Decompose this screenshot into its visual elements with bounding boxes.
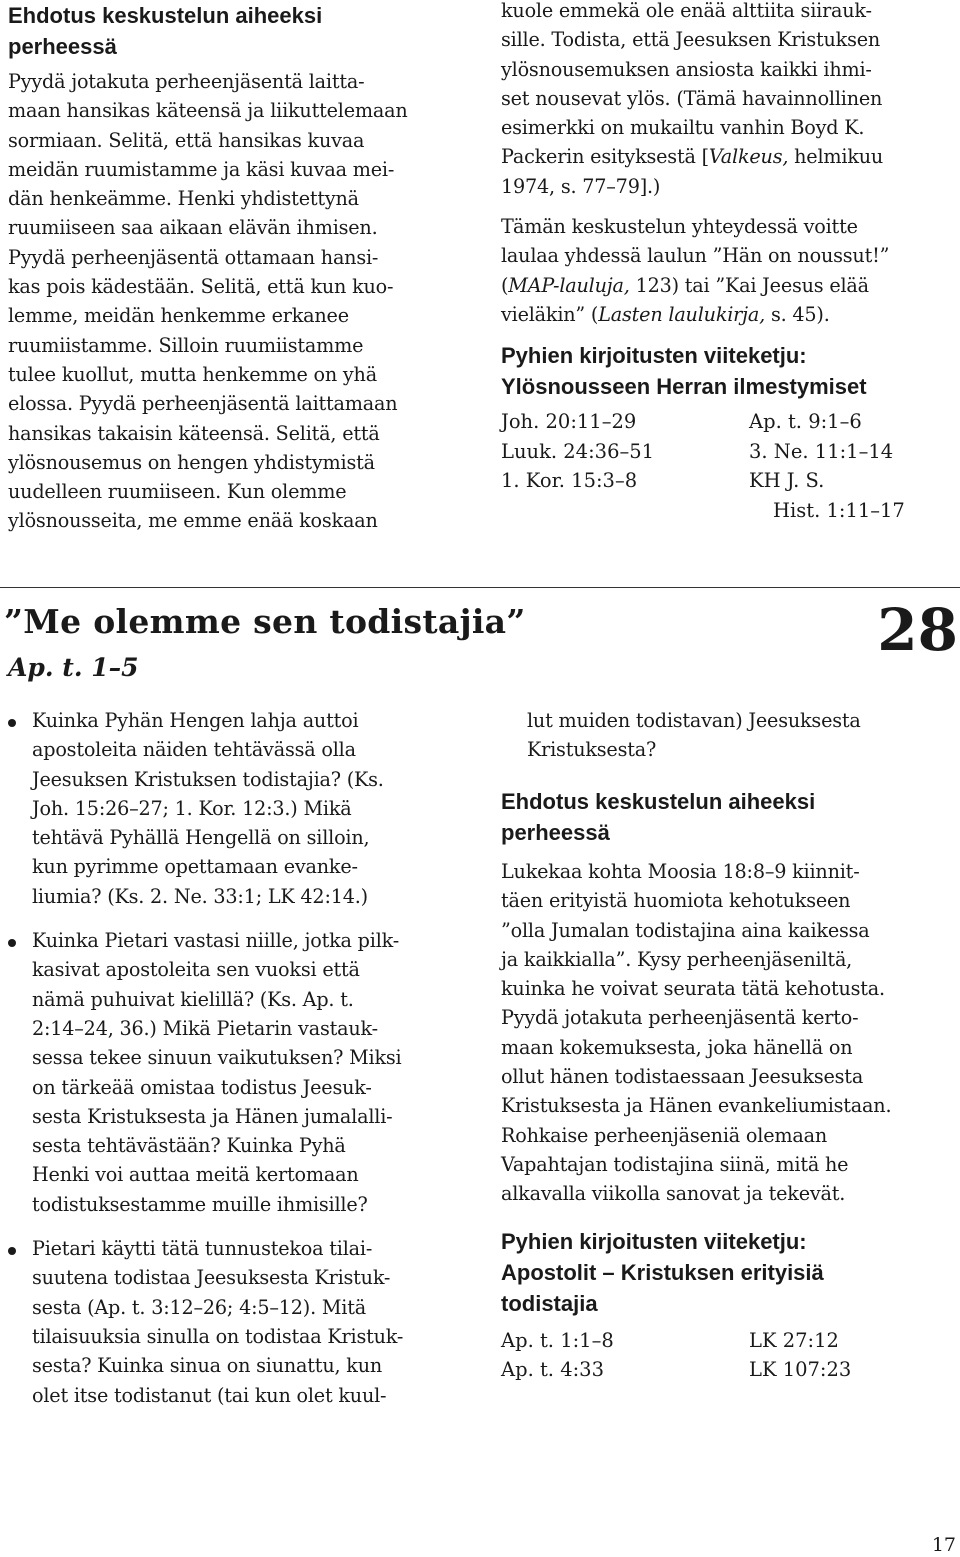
discussion-questions (2, 706, 472, 1410)
lower-right-column (527, 706, 957, 765)
family-discussion-heading: Ehdotus keskustelun aiheeksi perheessä (8, 3, 323, 59)
continued-question: lut muiden todistavan) Jeesuksesta Kristuksesta? (527, 709, 861, 762)
lower-right-family-section (501, 786, 956, 1385)
scripture-chain-list (501, 1326, 956, 1385)
section-divider (0, 587, 960, 588)
family-discussion-text: Pyydä jotakuta perheenjäsentä laitta- maan hansikas käteensä ja liikuttelemaan sormiaan. Selitä, että hansikas kuvaa meidän ruumistamme ja käsi kuvaa mei- dän henkeämme. Henki yhdistettynä ruumiiseen saa aikaan elävän ihmisen. Pyydä perheenjäsentä ottamaan hansi- kas pois kädestään. Selitä, että kun kuo- lemme, meidän henkemme erkanee ruumiistamme. Silloin ruumiistamme tulee kuollut, mutta henkemme on yhä elossa. Pyydä perheenjäsentä laittamaan hansikas takaisin käteensä. Selitä, että ylösnousemus on hengen yhdistymistä uudelleen ruumiiseen. Kun olemme ylösnousseita, me emme enää koskaan (8, 70, 408, 533)
scripture-ref-row: 1. Kor. 15:3–8 KH J. S. (501, 469, 825, 493)
question-bullet: Pietari käytti tätä tunnustekoa tilai- suutena todistaa Jeesuksesta Kristuk- sesta (Ap. t. 3:12–26; 4:5–12). Mitä tilaisuuksia sinulla on todistaa Kristuk- sesta? Kuinka sinua on siunattu, kun olet itse todistanut (tai kun olet kuul- (2, 1234, 472, 1410)
bullet-icon (8, 939, 16, 947)
scripture-chain-heading: Pyhien kirjoitusten viiteketju: Ylösnousseen Herran ilmestymiset (501, 343, 867, 400)
upper-right-column (501, 0, 956, 525)
scripture-ref-row: Ap. t. 1:1–8 LK 27:12 (501, 1328, 839, 1352)
page-number: 17 (931, 1534, 956, 1556)
lesson-title: ”Me olemme sen todistajia” (4, 602, 526, 641)
upper-left-column (8, 0, 478, 536)
song-suggestion: Tämän keskustelun yhteydessä voitte laulaa yhdessä laulun ”Hän on noussut!” (MAP-lauluja, 123) tai ”Kai Jeesus elää vieläkin” (Lasten laulukirja, s. 45). (501, 215, 890, 326)
question-bullet: Kuinka Pyhän Hengen lahja auttoi apostoleita näiden tehtävässä olla Jeesuksen Kristuksen todistajia? (Ks. Joh. 15:26–27; 1. Kor. 12:3.) Mikä tehtävä Pyhällä Hengellä on silloin, kun pyrimme opettamaan evanke- liumia? (Ks. 2. Ne. 33:1; LK 42:14.) (2, 706, 472, 911)
scripture-ref-row: Ap. t. 4:33 LK 107:23 (501, 1358, 852, 1382)
scripture-ref-row: Joh. 20:11–29 Ap. t. 9:1–6 (501, 410, 862, 434)
lesson-number: 28 (877, 596, 958, 664)
scripture-ref-row: Hist. 1:11–17 (773, 498, 905, 522)
scripture-ref-row: Luuk. 24:36–51 3. Ne. 11:1–14 (501, 439, 894, 463)
bullet-icon (8, 719, 16, 727)
continued-text: kuole emmekä ole enää alttiita siirauk- sille. Todista, että Jeesuksen Kristuksen ylösnousemuksen ansiosta kaikki ihmi- set nousevat ylös. (Tämä havainnollinen esimerkki on mukailtu vanhin Boyd K. Packerin esityksestä [Valkeus, helmikuu 1974, s. 77–79].) (501, 0, 884, 198)
lesson-header (4, 602, 704, 684)
scripture-chain-heading: Pyhien kirjoitusten viiteketju: Apostolit – Kristuksen erityisiä todistajia (501, 1228, 824, 1316)
bullet-icon (8, 1247, 16, 1255)
lesson-reference: Ap. t. 1–5 (8, 653, 139, 682)
scripture-chain-list (501, 407, 956, 525)
question-bullet: Kuinka Pietari vastasi niille, jotka pilk- kasivat apostoleita sen vuoksi että nämä puhuivat kielillä? (Ks. Ap. t. 2:14–24, 36.) Mikä Pietarin vastauk- sessa tekee sinuun vaikutuksen? Miksi on tärkeää omistaa todistus Jeesuk- sesta Kristuksesta ja Hänen jumalalli- sesta tehtävästään? Kuinka Pyhä Henki voi auttaa meitä kertomaan todistuksestamme muille ihmisille? (2, 926, 472, 1219)
family-discussion-text: Lukekaa kohta Moosia 18:8–9 kiinnit- täen erityistä huomiota kehotukseen ”olla Jumalan todistajina aina kaikessa ja kaikkialla”. Kysy perheenjäseniltä, kuinka he voivat seurata tätä kehotusta. Pyydä jotakuta perheenjäsentä kerto- maan kokemuksesta, joka hänellä on ollut hänen todistaessaan Jeesuksesta Kristuksesta ja Hänen evankeliumistaan. Rohkaise perheenjäseniä olemaan Vapahtajan todistajina siinä, mitä he alkavalla viikolla sanovat ja tekevät. (501, 860, 892, 1206)
family-discussion-heading: Ehdotus keskustelun aiheeksi perheessä (501, 789, 816, 845)
